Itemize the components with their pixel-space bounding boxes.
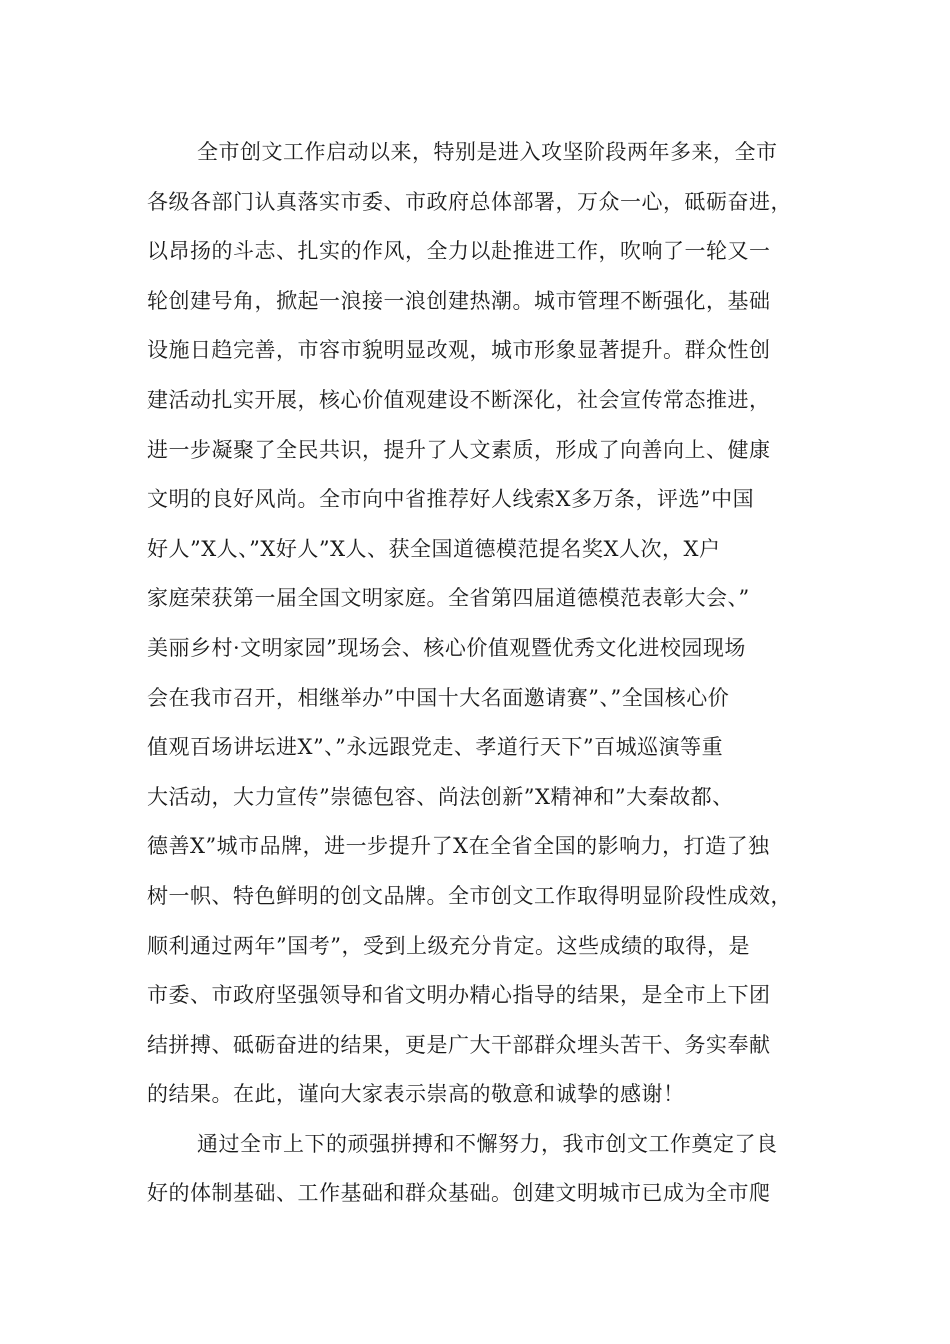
text-line: 轮创建号角，掀起一浪接一浪创建热潮。城市管理不断强化，基础: [147, 288, 771, 313]
text-line: 会在我市召开，相继举办”中国十大名面邀请赛”、”全国核心价: [147, 685, 730, 710]
text-line: 文明的良好风尚。全市向中省推荐好人线索X多万条，评选”中国: [147, 487, 755, 512]
text-line: 全市创文工作启动以来，特别是进入攻坚阶段两年多来，全市: [197, 140, 778, 164]
text-line: 好人”X人、”X好人”X人、获全国道德模范提名奖X人次，X户: [147, 536, 721, 561]
text-line: 以昂扬的斗志、扎实的作风，全力以赴推进工作，吹响了一轮又一: [147, 239, 771, 264]
text-line: 好的体制基础、工作基础和群众基础。创建文明城市已成为全市爬: [147, 1181, 771, 1206]
text-line: 结拼搏、砥砺奋进的结果，更是广大干部群众埋头苦干、务实奉献: [147, 1032, 771, 1057]
document-body: [147, 128, 827, 1219]
text-line: 进一步凝聚了全民共识，提升了人文素质，形成了向善向上、健康: [147, 437, 771, 462]
text-line: 家庭荣获第一届全国文明家庭。全省第四届道德模范表彰大会、”: [147, 586, 750, 611]
text-line: 各级各部门认真落实市委、市政府总体部署，万众一心，砥砺奋进，: [147, 189, 792, 214]
text-line: 市委、市政府坚强领导和省文明办精心指导的结果，是全市上下团: [147, 983, 771, 1008]
text-line: 顺利通过两年”国考”，受到上级充分肯定。这些成绩的取得，是: [147, 933, 750, 958]
text-line: 大活动，大力宣传”崇德包容、尚法创新”X精神和”大秦故都、: [147, 784, 734, 809]
text-line: 美丽乡村·文明家园”现场会、核心价值观暨优秀文化进校园现场: [147, 635, 746, 660]
text-line: 通过全市上下的顽强拼搏和不懈努力，我市创文工作奠定了良: [197, 1131, 778, 1156]
text-line: 建活动扎实开展，核心价值观建设不断深化，社会宣传常态推进，: [147, 387, 771, 412]
text-line: 树一帜、特色鲜明的创文品牌。全市创文工作取得明显阶段性成效，: [147, 883, 792, 908]
text-line: 设施日趋完善，市容市貌明显改观，城市形象显著提升。群众性创: [147, 338, 771, 363]
text-line: 值观百场讲坛进X”、”永远跟党走、孝道行天下”百城巡演等重: [147, 735, 724, 760]
paragraph-2: [147, 1120, 827, 1219]
paragraph-1: [147, 128, 827, 1120]
text-line: 德善X”城市品牌，进一步提升了X在全省全国的影响力，打造了独: [147, 834, 770, 859]
text-line: 的结果。在此，谨向大家表示崇高的敬意和诚挚的感谢！: [147, 1082, 685, 1107]
